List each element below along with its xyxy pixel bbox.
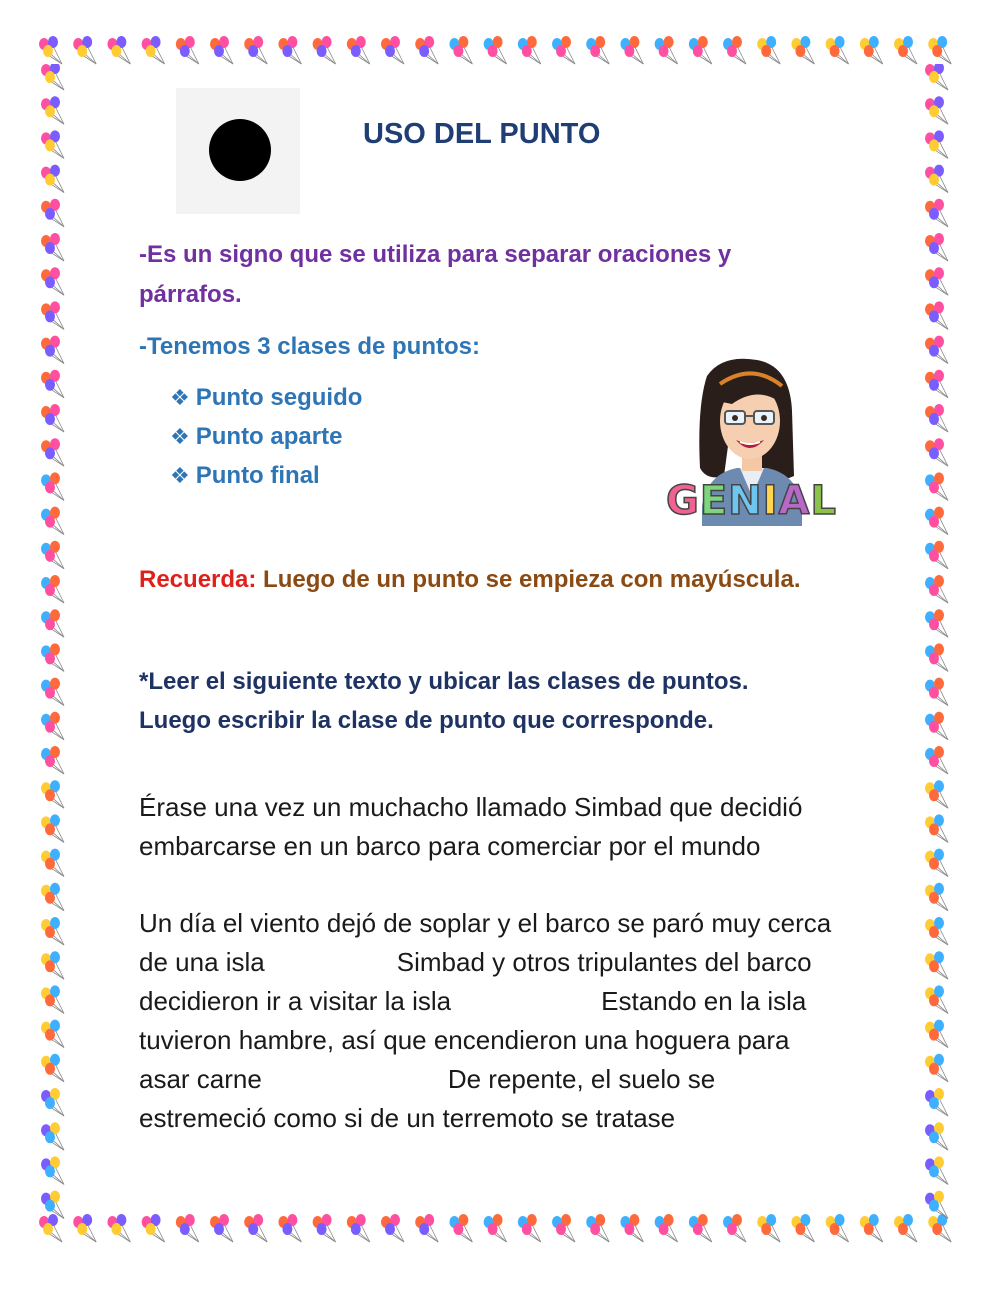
balloon-icon (41, 233, 64, 261)
balloon-border-right (922, 64, 956, 1224)
balloon-icon (518, 36, 541, 64)
balloon-icon (826, 1214, 849, 1242)
diamond-bullet-icon: ❖ (170, 385, 190, 410)
classes-intro: -Tenemos 3 clases de puntos: (139, 333, 480, 360)
balloon-border-top (38, 36, 962, 70)
balloon-icon (925, 64, 948, 90)
list-item: ❖ Punto aparte (170, 423, 343, 450)
balloon-icon (894, 36, 917, 64)
balloon-icon (791, 36, 814, 64)
balloon-icon (484, 36, 507, 64)
balloon-icon (925, 199, 948, 227)
balloon-icon (347, 1214, 370, 1242)
balloon-icon (655, 36, 678, 64)
balloon-icon (925, 1122, 948, 1150)
balloon-icon (41, 985, 64, 1013)
balloon-icon (73, 36, 96, 64)
balloon-icon (925, 746, 948, 774)
balloon-icon (278, 36, 301, 64)
balloon-icon (381, 36, 404, 64)
balloon-icon (41, 301, 64, 329)
balloon-icon (41, 609, 64, 637)
balloon-icon (41, 64, 64, 90)
balloon-icon (142, 36, 165, 64)
balloon-icon (826, 36, 849, 64)
instruction: *Leer el siguiente texto y ubicar las clases de puntos. Luego escribir la clase de punto que corresponde. (139, 668, 749, 734)
balloon-icon (176, 1214, 199, 1242)
balloon-icon (925, 1054, 948, 1082)
diamond-bullet-icon: ❖ (170, 424, 190, 449)
balloon-icon (925, 1020, 948, 1048)
balloon-icon (689, 36, 712, 64)
balloon-icon (757, 36, 780, 64)
balloon-icon (925, 609, 948, 637)
balloon-icon (925, 438, 948, 466)
balloon-icon (41, 1191, 64, 1219)
balloon-icon (41, 507, 64, 535)
balloon-icon (620, 36, 643, 64)
balloon-icon (41, 849, 64, 877)
balloon-icon (925, 336, 948, 364)
balloon-icon (244, 1214, 267, 1242)
balloon-icon (41, 370, 64, 398)
balloon-icon (41, 541, 64, 569)
balloon-icon (41, 575, 64, 603)
balloon-icon (925, 130, 948, 158)
balloon-icon (107, 1214, 130, 1242)
diamond-bullet-icon: ❖ (170, 463, 190, 488)
balloon-icon (41, 951, 64, 979)
balloon-icon (925, 472, 948, 500)
balloon-icon (278, 1214, 301, 1242)
balloon-icon (723, 1214, 746, 1242)
balloon-icon (925, 1156, 948, 1184)
balloon-icon (41, 1122, 64, 1150)
list-item: ❖ Punto final (170, 462, 320, 489)
story-paragraph-1: Érase una vez un muchacho llamado Simbad que decidió embarcarse en un barco para comerciar por el mundo (139, 792, 803, 861)
balloon-icon (484, 1214, 507, 1242)
balloon-icon (347, 36, 370, 64)
balloon-icon (925, 1191, 948, 1219)
balloon-icon (925, 643, 948, 671)
balloon-icon (41, 96, 64, 124)
balloon-icon (41, 814, 64, 842)
period-symbol-image (176, 88, 300, 214)
balloon-icon (41, 1020, 64, 1048)
reminder-text: Luego de un punto se empieza con mayúscula. (263, 566, 801, 593)
balloon-icon (928, 36, 951, 64)
balloon-icon (757, 1214, 780, 1242)
balloon-icon (41, 883, 64, 911)
balloon-icon (41, 404, 64, 432)
balloon-icon (41, 746, 64, 774)
balloon-icon (381, 1214, 404, 1242)
balloon-icon (925, 267, 948, 295)
balloon-border-bottom (38, 1214, 962, 1254)
balloon-icon (723, 36, 746, 64)
period-dot-icon (209, 119, 271, 181)
balloon-icon (244, 36, 267, 64)
balloon-icon (925, 301, 948, 329)
list-item: ❖ Punto seguido (170, 384, 363, 411)
balloon-icon (39, 36, 62, 64)
page-title: USO DEL PUNTO (363, 118, 601, 150)
balloon-icon (655, 1214, 678, 1242)
balloon-icon (210, 1214, 233, 1242)
balloon-icon (41, 1088, 64, 1116)
balloon-border-left (38, 64, 72, 1224)
classes-list (170, 378, 362, 495)
balloon-icon (41, 199, 64, 227)
genial-sticker: GENIAL (666, 478, 838, 524)
balloon-icon (449, 36, 472, 64)
balloon-icon (415, 36, 438, 64)
balloon-icon (689, 1214, 712, 1242)
balloon-icon (925, 951, 948, 979)
balloon-icon (925, 507, 948, 535)
balloon-icon (142, 1214, 165, 1242)
balloon-icon (41, 712, 64, 740)
balloon-icon (41, 336, 64, 364)
balloon-icon (41, 472, 64, 500)
balloon-icon (41, 165, 64, 193)
balloon-icon (586, 1214, 609, 1242)
balloon-icon (925, 370, 948, 398)
balloon-icon (925, 404, 948, 432)
balloon-icon (41, 780, 64, 808)
balloon-icon (860, 1214, 883, 1242)
balloon-icon (415, 1214, 438, 1242)
balloon-icon (41, 1054, 64, 1082)
story-paragraph-2: Un día el viento dejó de soplar y el barco se paró muy cerca de una isla Simbad y otros tripulantes del barco decidieron ir a visitar la isla Estando en la isla tuvieron hambre, así que encendieron una hoguera para asar carne De repente, el suelo se estremeció como si de un terremoto se tratase (139, 908, 832, 1133)
balloon-icon (925, 917, 948, 945)
balloon-icon (210, 36, 233, 64)
balloon-icon (41, 1156, 64, 1184)
balloon-icon (313, 1214, 336, 1242)
balloon-icon (586, 36, 609, 64)
balloon-icon (41, 267, 64, 295)
balloon-icon (73, 1214, 96, 1242)
balloon-icon (449, 1214, 472, 1242)
balloon-icon (791, 1214, 814, 1242)
balloon-icon (620, 1214, 643, 1242)
balloon-icon (925, 780, 948, 808)
reminder-label: Recuerda: (139, 566, 257, 593)
balloon-icon (925, 883, 948, 911)
balloon-icon (925, 678, 948, 706)
balloon-icon (41, 917, 64, 945)
balloon-icon (925, 575, 948, 603)
balloon-icon (925, 165, 948, 193)
reminder (139, 560, 800, 600)
balloon-icon (860, 36, 883, 64)
balloon-icon (41, 643, 64, 671)
balloon-icon (925, 1088, 948, 1116)
balloon-icon (107, 36, 130, 64)
balloon-icon (925, 985, 948, 1013)
balloon-icon (925, 541, 948, 569)
balloon-icon (41, 130, 64, 158)
balloon-icon (925, 233, 948, 261)
balloon-icon (41, 438, 64, 466)
balloon-icon (925, 849, 948, 877)
balloon-icon (552, 36, 575, 64)
balloon-icon (41, 678, 64, 706)
balloon-icon (552, 1214, 575, 1242)
balloon-icon (313, 36, 336, 64)
balloon-icon (925, 712, 948, 740)
balloon-icon (176, 36, 199, 64)
balloon-icon (925, 814, 948, 842)
balloon-icon (894, 1214, 917, 1242)
definition-text: -Es un signo que se utiliza para separar oraciones y párrafos. (139, 241, 732, 308)
balloon-icon (925, 96, 948, 124)
balloon-icon (518, 1214, 541, 1242)
